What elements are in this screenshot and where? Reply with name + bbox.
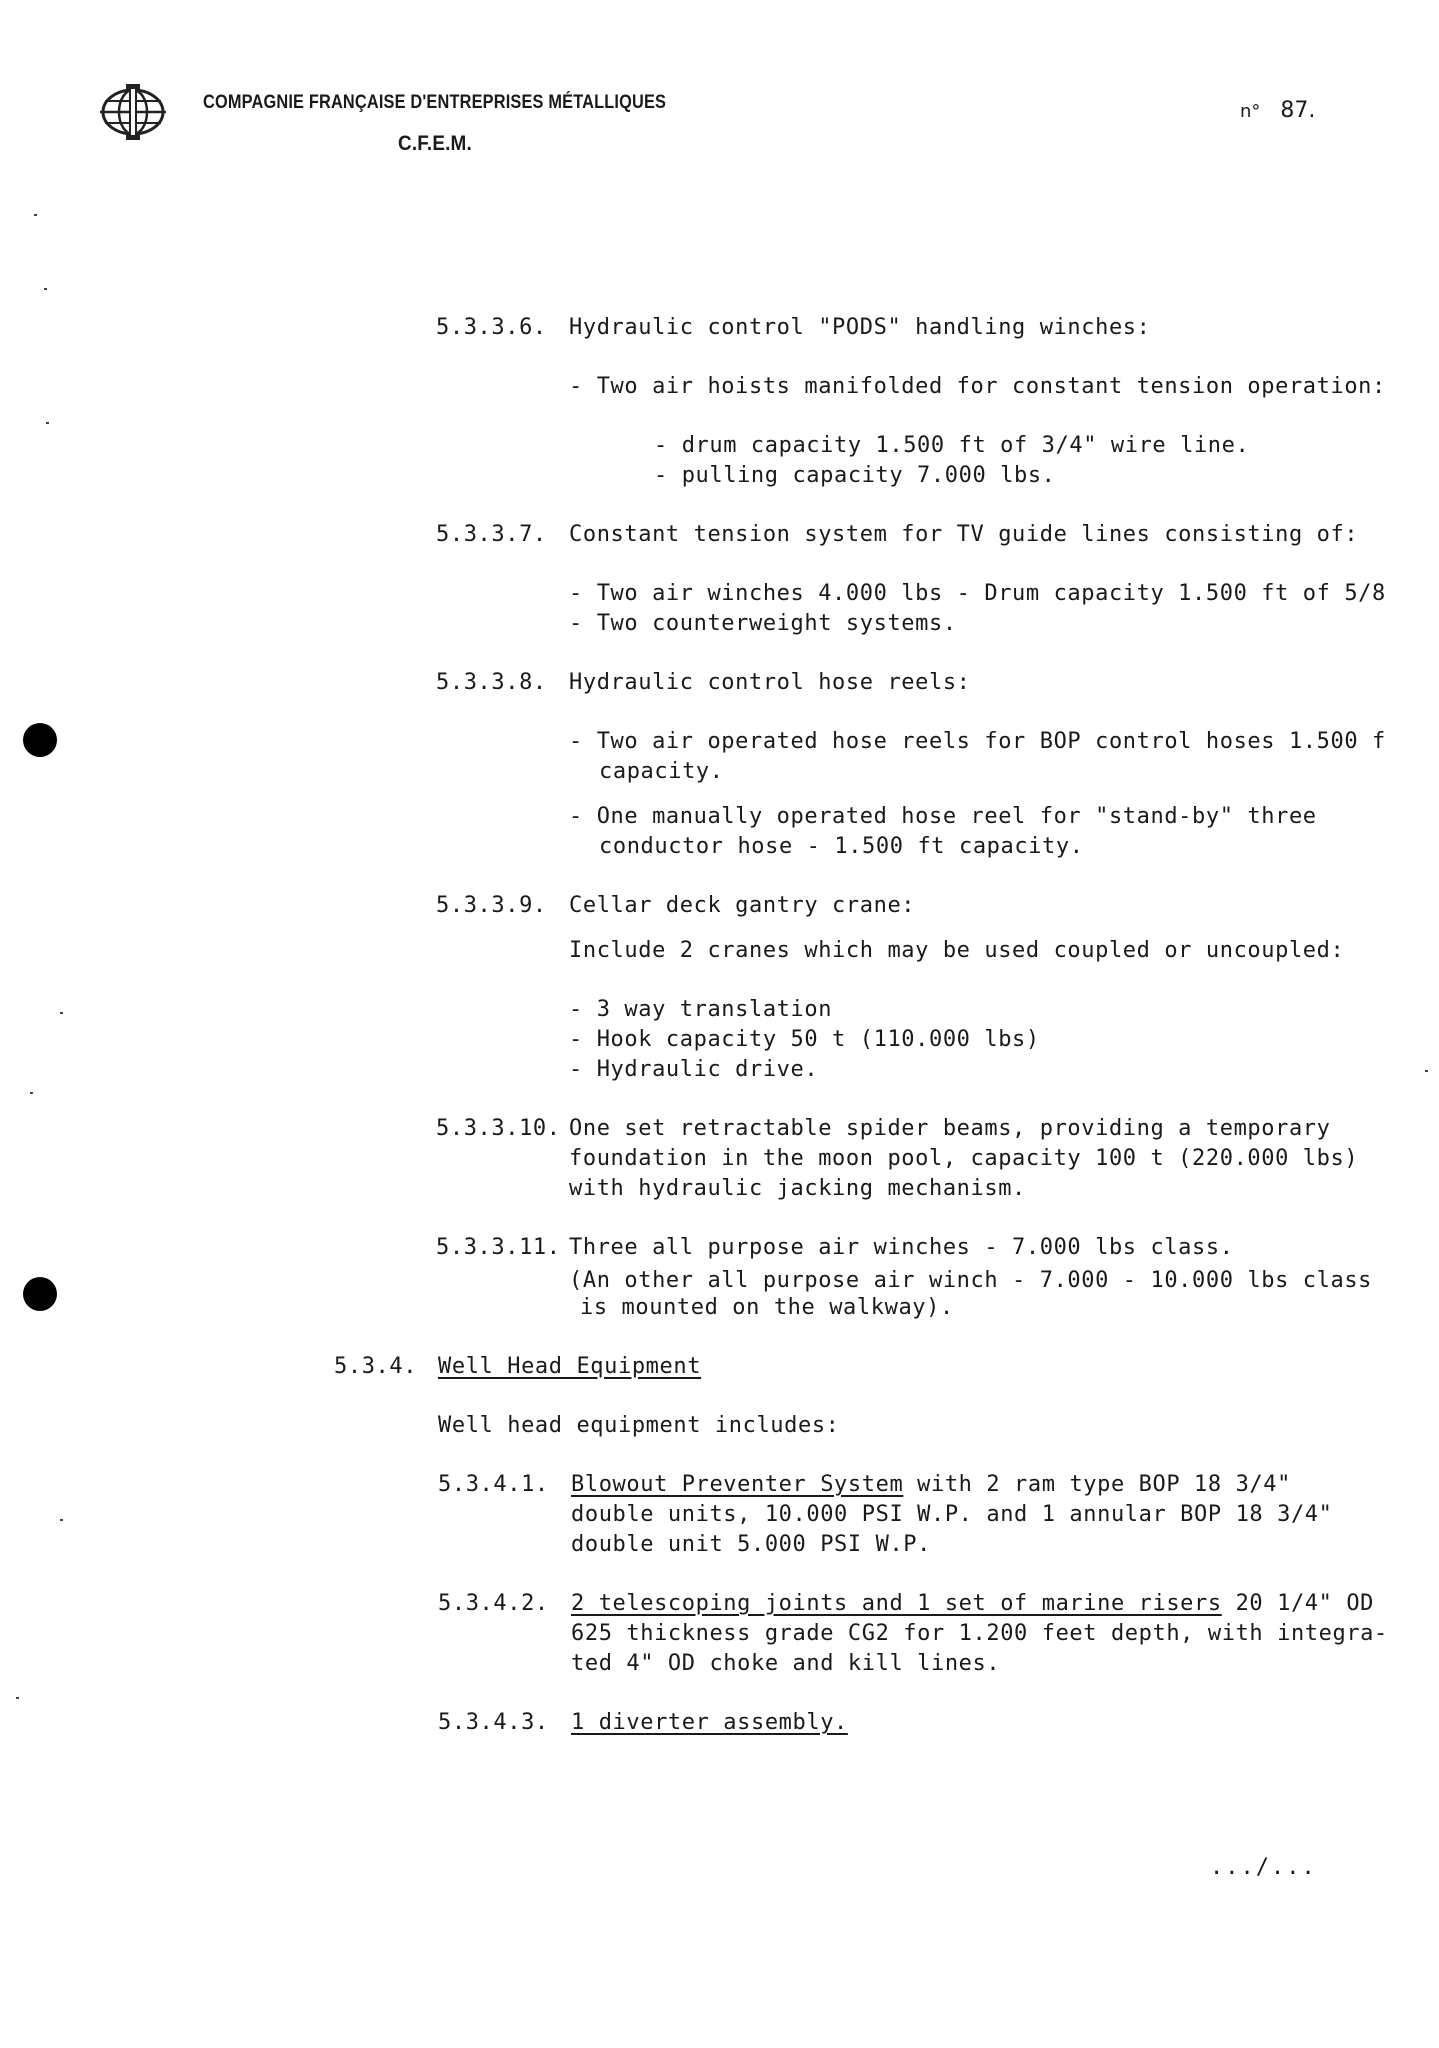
scan-speck [34, 214, 37, 216]
paragraph: foundation in the moon pool, capacity 100 t (220.000 lbs) [569, 1146, 1359, 1171]
paragraph: double unit 5.000 PSI W.P. [571, 1532, 931, 1557]
section-title: Well Head Equipment [438, 1354, 702, 1379]
punch-hole-icon [23, 723, 57, 757]
continued-marker: .../... [1210, 1855, 1317, 1880]
paragraph: with hydraulic jacking mechanism. [569, 1176, 1026, 1201]
scan-speck [30, 1092, 33, 1094]
company-abbreviation: C.F.E.M. [398, 132, 472, 155]
scan-speck [16, 1697, 19, 1699]
section-number: 5.3.4.1. [438, 1472, 549, 1497]
section-number: 5.3.3.8. [436, 670, 547, 695]
paragraph: (An other all purpose air winch - 7.000 - 10.000 lbs class [569, 1268, 1373, 1293]
list-item: - Two air hoists manifolded for constant tension operation: [569, 374, 1386, 399]
company-name: COMPAGNIE FRANÇAISE D'ENTREPRISES MÉTALLIQUES [203, 92, 667, 113]
scan-speck [60, 1519, 63, 1521]
paragraph: Include 2 cranes which may be used coupled or uncoupled: [569, 938, 1345, 963]
section-title: Cellar deck gantry crane: [569, 893, 916, 918]
page-number-label: n° [1240, 101, 1261, 122]
list-item: - One manually operated hose reel for "stand-by" three [569, 804, 1317, 829]
paragraph [571, 1470, 1291, 1500]
section-number: 5.3.3.6. [436, 315, 547, 340]
list-item-continuation: capacity. [599, 759, 724, 784]
list-subitem: - pulling capacity 7.000 lbs. [654, 463, 1056, 488]
underlined-title: 2 telescoping joints and 1 set of marine risers [571, 1591, 1222, 1616]
paragraph: is mounted on the walkway). [580, 1295, 954, 1320]
paragraph-continuation: with 2 ram type BOP 18 3/4" [903, 1472, 1291, 1497]
section-title: Hydraulic control "PODS" handling winches: [569, 315, 1151, 340]
scan-speck [44, 288, 47, 290]
list-item-continuation: conductor hose - 1.500 ft capacity. [599, 834, 1084, 859]
paragraph-continuation: 20 1/4" OD [1221, 1591, 1375, 1616]
scan-speck [1425, 1070, 1428, 1072]
section-title: 1 diverter assembly. [571, 1710, 848, 1735]
scan-speck [60, 1012, 63, 1014]
page-number [1240, 98, 1315, 123]
list-item: - 3 way translation [569, 997, 833, 1022]
list-item: - Two air winches 4.000 lbs - Drum capacity 1.500 ft of 5/8 [569, 581, 1386, 606]
list-subitem: - drum capacity 1.500 ft of 3/4" wire line. [654, 433, 1250, 458]
section-title: Constant tension system for TV guide lines consisting of: [569, 522, 1359, 547]
section-number: 5.3.3.11. [436, 1235, 561, 1260]
underlined-title: Blowout Preventer System [571, 1472, 904, 1497]
list-item: - Two counterweight systems. [569, 611, 957, 636]
cfem-globe-logo-icon [96, 82, 170, 142]
paragraph: Three all purpose air winches - 7.000 lbs class. [569, 1235, 1234, 1260]
section-title: Hydraulic control hose reels: [569, 670, 971, 695]
list-item: - Two air operated hose reels for BOP control hoses 1.500 f [569, 729, 1386, 754]
section-number: 5.3.4.3. [438, 1710, 549, 1735]
list-item: - Hook capacity 50 t (110.000 lbs) [569, 1027, 1040, 1052]
scan-speck [46, 422, 49, 424]
punch-hole-icon [23, 1277, 57, 1311]
paragraph: 625 thickness grade CG2 for 1.200 feet depth, with integra- [571, 1621, 1388, 1646]
paragraph: double units, 10.000 PSI W.P. and 1 annular BOP 18 3/4" [571, 1502, 1333, 1527]
paragraph: One set retractable spider beams, providing a temporary [569, 1116, 1331, 1141]
section-number: 5.3.3.9. [436, 893, 547, 918]
paragraph: ted 4" OD choke and kill lines. [571, 1651, 1001, 1676]
page-number-value: 87. [1280, 98, 1316, 123]
list-item: - Hydraulic drive. [569, 1057, 819, 1082]
section-number: 5.3.4.2. [438, 1591, 549, 1616]
section-number: 5.3.4. [334, 1354, 418, 1379]
section-number: 5.3.3.7. [436, 522, 547, 547]
paragraph: Well head equipment includes: [438, 1413, 840, 1438]
section-number: 5.3.3.10. [436, 1116, 561, 1141]
paragraph [571, 1589, 1374, 1619]
